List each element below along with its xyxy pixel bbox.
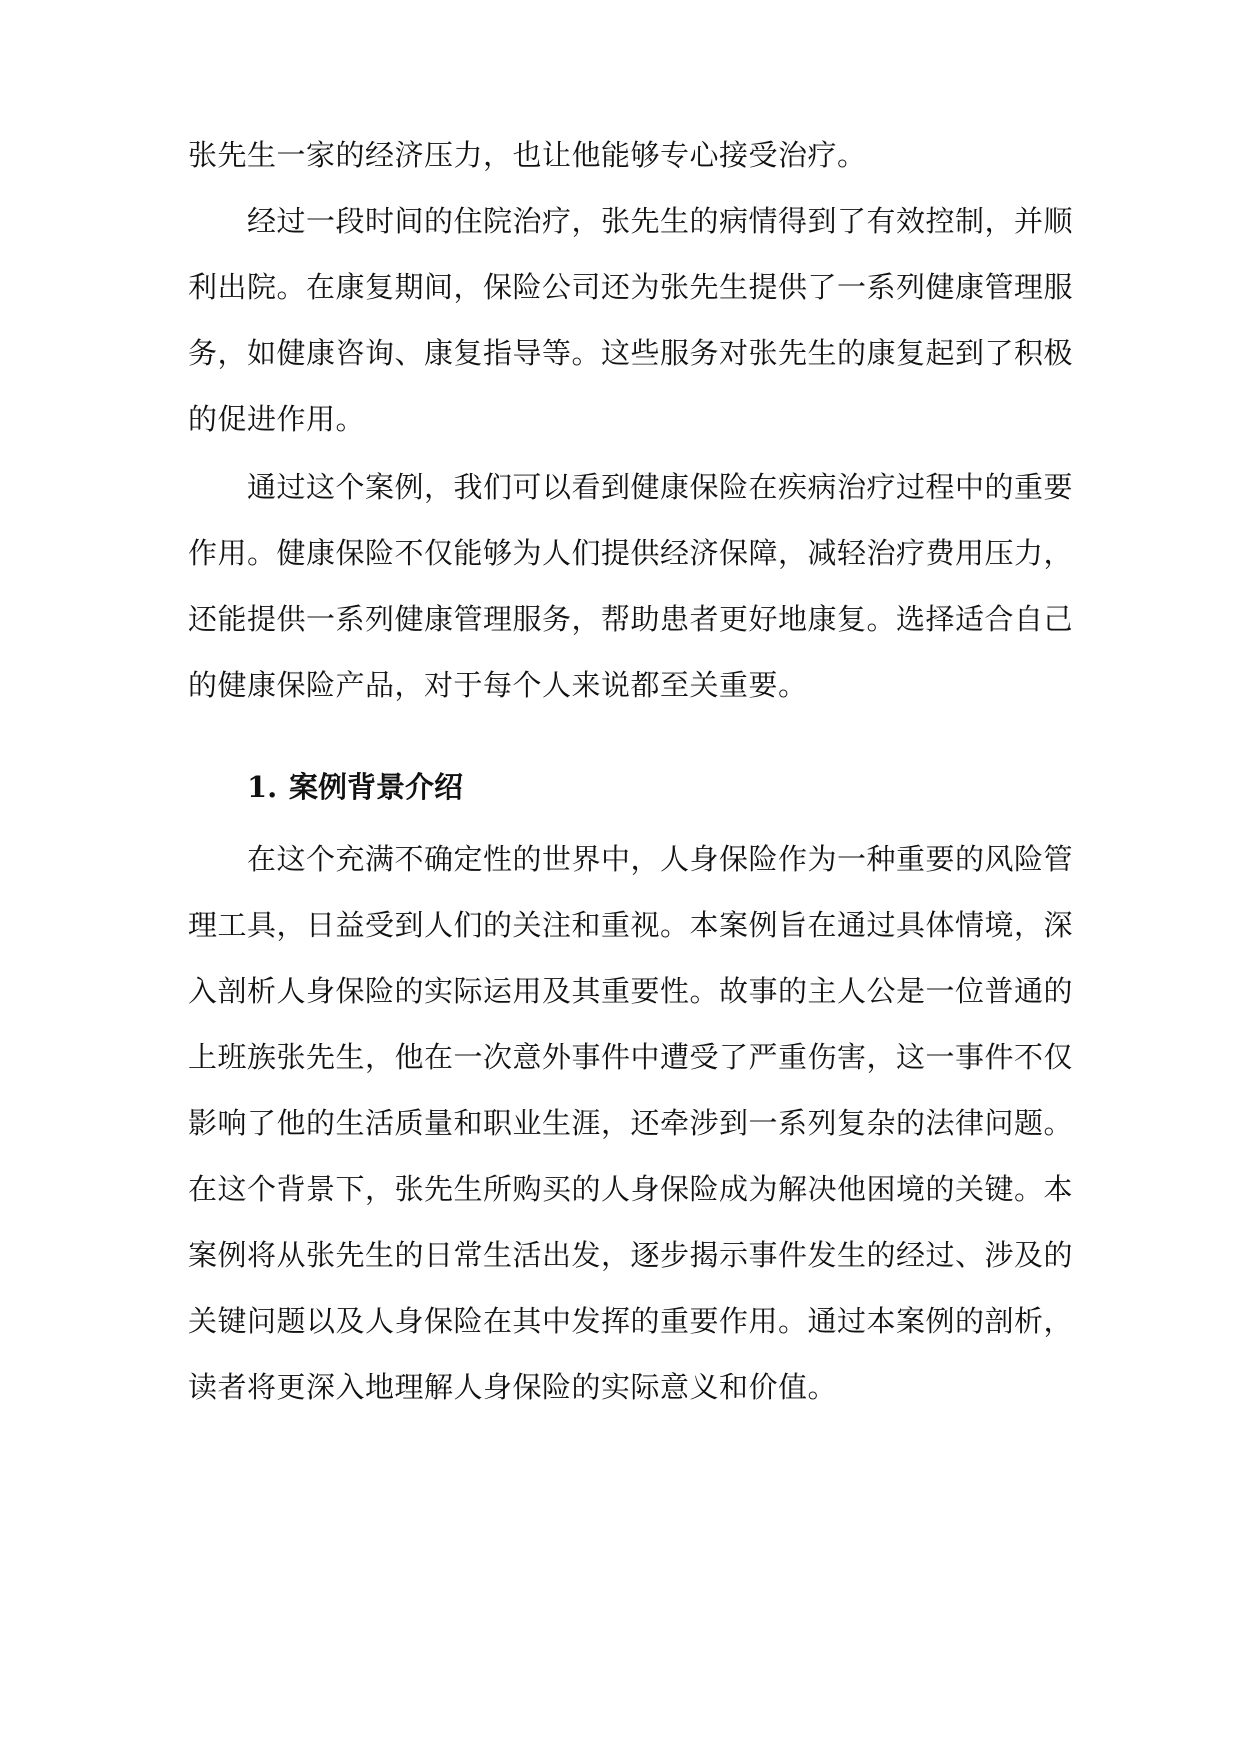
paragraph-line: 还能提供一系列健康管理服务，帮助患者更好地康复。选择适合自己: [188, 602, 1074, 636]
paragraph-line: 上班族张先生，他在一次意外事件中遭受了严重伤害，这一事件不仅: [188, 1040, 1074, 1074]
section-heading-number: 1.: [247, 770, 278, 804]
paragraph-line: 利出院。在康复期间，保险公司还为张先生提供了一系列健康管理服: [188, 270, 1074, 304]
paragraph-line: 张先生一家的经济压力，也让他能够专心接受治疗。: [188, 138, 867, 172]
paragraph-line: 影响了他的生活质量和职业生涯，还牵涉到一系列复杂的法律问题。: [188, 1106, 1074, 1140]
paragraph-line: 在这个充满不确定性的世界中，人身保险作为一种重要的风险管: [247, 842, 1074, 876]
paragraph-line: 案例将从张先生的日常生活出发，逐步揭示事件发生的经过、涉及的: [188, 1238, 1074, 1272]
paragraph-line: 务，如健康咨询、康复指导等。这些服务对张先生的康复起到了积极: [188, 336, 1074, 370]
paragraph-line: 经过一段时间的住院治疗，张先生的病情得到了有效控制，并顺: [247, 204, 1074, 238]
paragraph-line: 作用。健康保险不仅能够为人们提供经济保障，减轻治疗费用压力，: [188, 536, 1074, 570]
paragraph-line: 的促进作用。: [188, 402, 366, 436]
paragraph-line: 通过这个案例，我们可以看到健康保险在疾病治疗过程中的重要: [247, 470, 1074, 504]
paragraph-line: 关键问题以及人身保险在其中发挥的重要作用。通过本案例的剖析，: [188, 1304, 1074, 1338]
paragraph-line: 在这个背景下，张先生所购买的人身保险成为解决他困境的关键。本: [188, 1172, 1074, 1206]
section-heading-text: 案例背景介绍: [289, 770, 464, 804]
paragraph-line: 入剖析人身保险的实际运用及其重要性。故事的主人公是一位普通的: [188, 974, 1074, 1008]
paragraph-line: 读者将更深入地理解人身保险的实际意义和价值。: [188, 1370, 838, 1404]
paragraph-line: 理工具，日益受到人们的关注和重视。本案例旨在通过具体情境，深: [188, 908, 1074, 942]
section-heading: [247, 767, 463, 807]
paragraph-line: 的健康保险产品，对于每个人来说都至关重要。: [188, 668, 808, 702]
